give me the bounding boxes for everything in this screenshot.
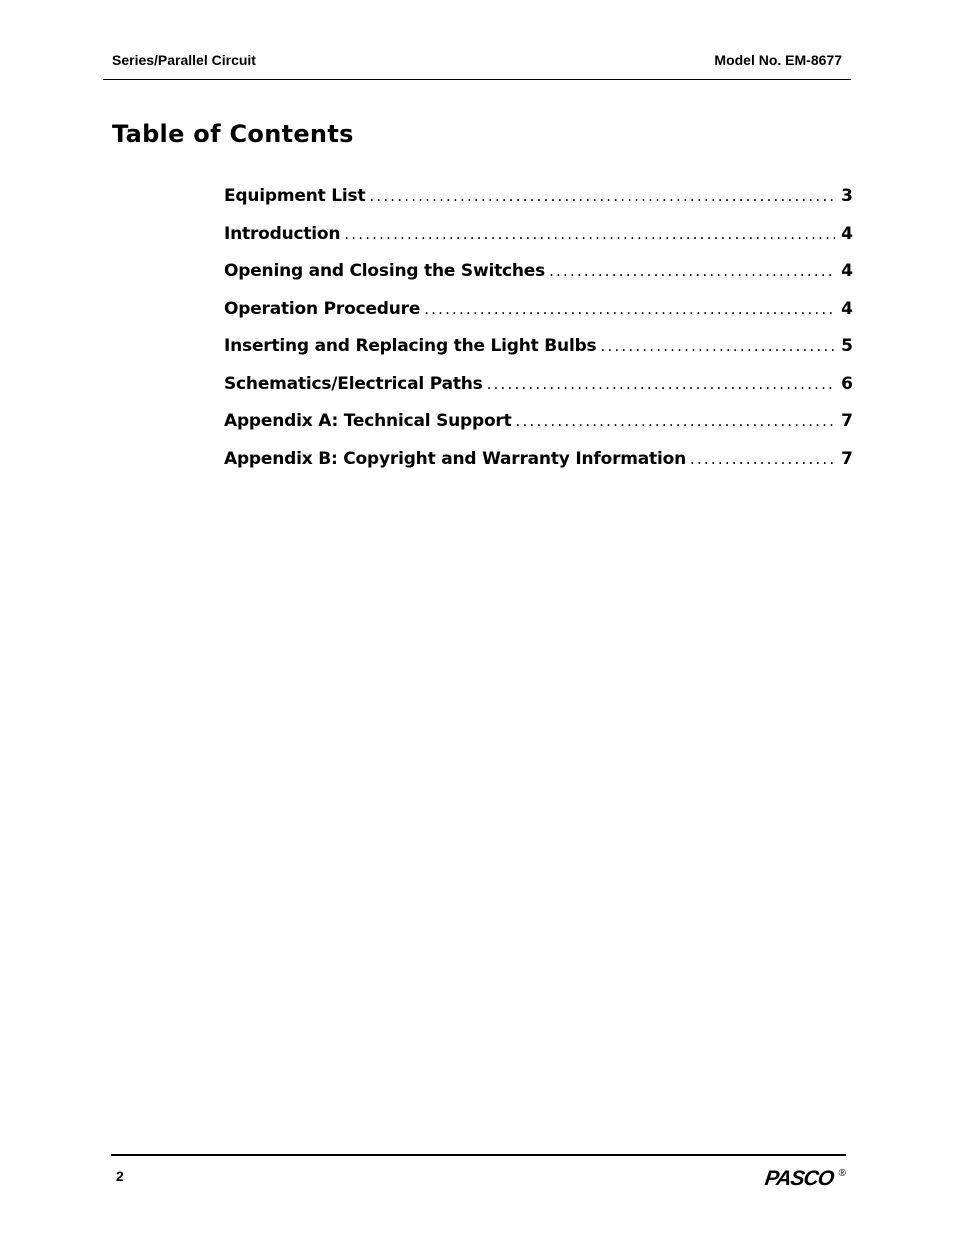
toc-entry-label: Schematics/Electrical Paths [224,373,483,394]
toc-heading: Table of Contents [112,120,354,148]
toc-dot-leader [600,337,835,355]
toc-entry-page: 7 [841,411,853,431]
toc-dot-leader [344,225,835,243]
toc-entry-label: Introduction [224,223,341,244]
toc-entry-label: Inserting and Replacing the Light Bulbs [224,336,597,356]
toc-entry-operation-procedure[interactable] [224,299,853,337]
toc-entry-label: Appendix B: Copyright and Warranty Information [224,448,686,469]
header-document-title: Series/Parallel Circuit [112,52,256,68]
toc-list [224,186,853,486]
toc-entry-page: 7 [841,448,853,469]
pasco-logo: PASCO [763,1167,835,1190]
toc-entry-page: 4 [841,298,853,319]
toc-entry-appendix-b[interactable] [224,449,853,487]
toc-entry-equipment-list[interactable] [224,186,853,224]
toc-entry-schematics[interactable] [224,374,853,412]
toc-entry-appendix-a[interactable] [224,411,853,449]
toc-dot-leader [424,300,835,318]
toc-entry-introduction[interactable] [224,224,853,262]
toc-entry-page: 4 [841,261,853,281]
toc-dot-leader [549,262,835,280]
toc-entry-label: Appendix A: Technical Support [224,411,512,431]
toc-dot-leader [690,450,835,468]
toc-dot-leader [487,375,836,393]
toc-dot-leader [369,187,835,205]
toc-entry-label: Equipment List [224,186,366,206]
toc-entry-opening-closing-switches[interactable] [224,261,853,299]
toc-entry-page: 5 [841,336,853,356]
toc-entry-page: 6 [841,373,853,394]
toc-entry-label: Operation Procedure [224,298,421,319]
toc-entry-page: 4 [841,223,853,244]
toc-entry-light-bulbs[interactable] [224,336,853,374]
header-model-number: Model No. EM-8677 [714,52,842,68]
toc-dot-leader [516,412,836,430]
toc-entry-label: Opening and Closing the Switches [224,261,546,281]
registered-trademark-icon: ® [838,1168,846,1179]
page-footer [111,1154,846,1190]
toc-entry-page: 3 [841,186,853,206]
page-header [103,44,851,80]
footer-page-number: 2 [116,1168,124,1184]
